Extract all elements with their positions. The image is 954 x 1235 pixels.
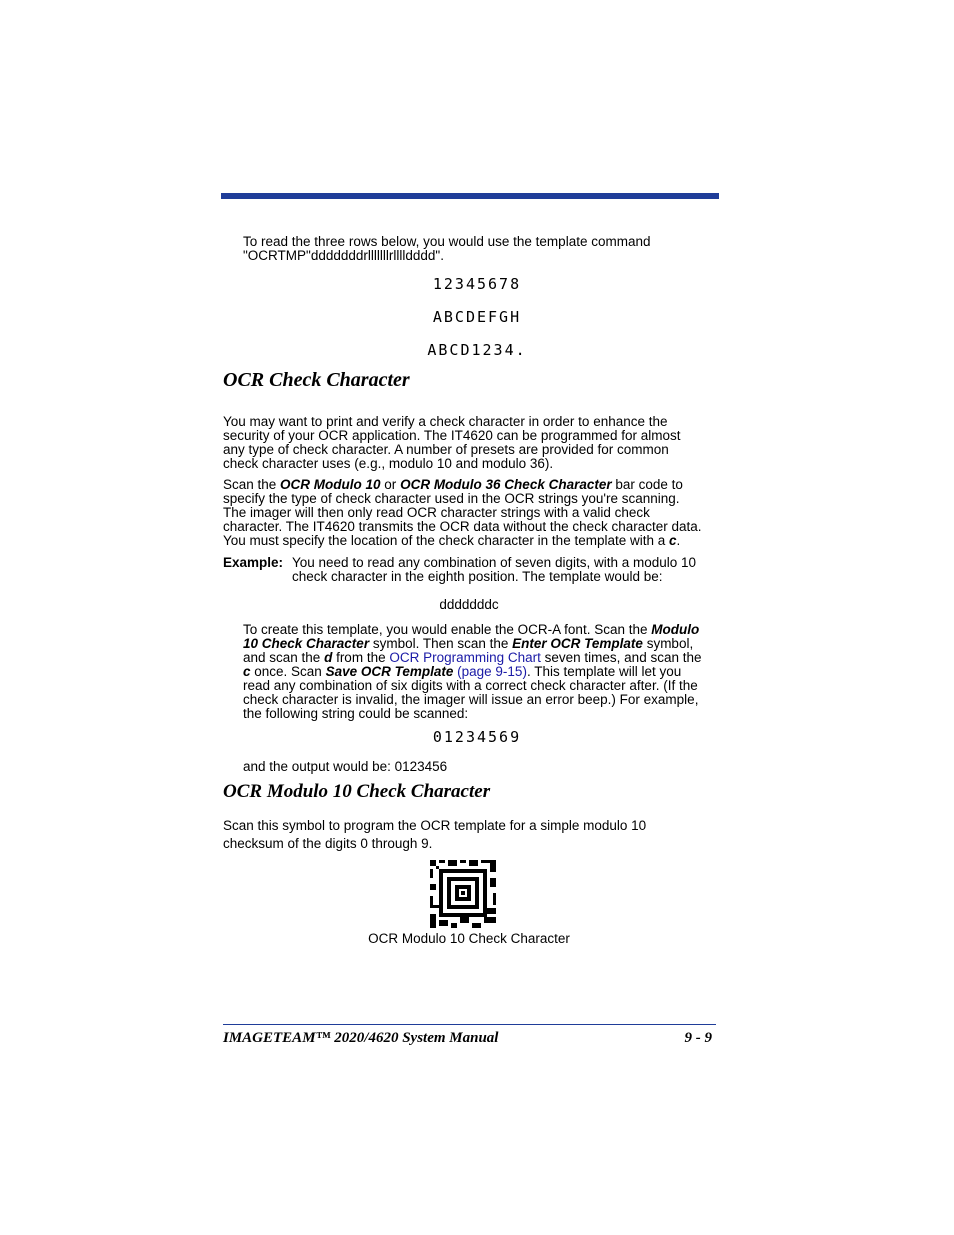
ocr-row-3: ABCD1234.	[427, 341, 527, 359]
aztec-barcode[interactable]	[430, 860, 496, 928]
paragraph-intro: You may want to print and verify a check character in order to enhance the security of your OCR application. The IT4620 can be programmed for almost any type of check character. A number of presets are provided for common check character uses (e.g., modulo 10 and modulo 36).	[223, 414, 681, 471]
example-text: You need to read any combination of seven digits, with a modulo 10 check character in the eighth position. The template would be:	[292, 555, 697, 584]
example-label: Example:	[223, 555, 284, 570]
section-title-ocr-check-character: OCR Check Character	[223, 369, 410, 391]
ocr-row-2: ABCDEFGH	[432, 308, 522, 326]
ocr-programming-chart-link[interactable]: OCR Programming Chart	[389, 650, 541, 665]
intro-text: To read the three rows below, you would use the template command "OCRTMP"dddddddrlllllllrlllldddd".	[243, 234, 651, 263]
barcode-caption: OCR Modulo 10 Check Character	[368, 931, 570, 946]
header-rule	[221, 193, 719, 199]
paragraph-modulo-10: Scan this symbol to program the OCR template for a simple modulo 10 checksum of the digits 0 through 9.	[223, 818, 647, 851]
page-9-15-link[interactable]: (page 9-15)	[457, 664, 527, 679]
footer-rule	[223, 1024, 716, 1025]
paragraph-create: To create this template, you would enable the OCR-A font. Scan the Modulo 10 Check Character symbol. Then scan the Enter OCR Template symbol, and scan the d from the OCR Programming Chart seven times, and scan the c once. Scan Save OCR Template (page 9-15). This template will let you read any combination of six digits with a correct check character after. (If the check character is invalid, the imager will issue an error beep.) For example, the following string could be scanned:	[243, 622, 702, 721]
footer-manual-title: IMAGETEAM™ 2020/4620 System Manual	[223, 1030, 499, 1046]
ocr-row-1: 12345678	[432, 275, 522, 293]
paragraph-scan: Scan the OCR Modulo 10 or OCR Modulo 36 Check Character bar code to specify the type of check character used in the OCR strings you're scanning. The imager will then only read OCR character strings with a valid check character. The IT4620 transmits the OCR data without the check character data. You must specify the location of the check character in the template with a c.	[223, 477, 702, 548]
ocr-example-string: 01234569	[432, 728, 522, 746]
template-value: dddddddc	[439, 597, 499, 612]
output-text: and the output would be: 0123456	[243, 759, 448, 774]
section-title-ocr-modulo-10: OCR Modulo 10 Check Character	[223, 781, 491, 802]
footer-page-number: 9 - 9	[684, 1030, 712, 1046]
